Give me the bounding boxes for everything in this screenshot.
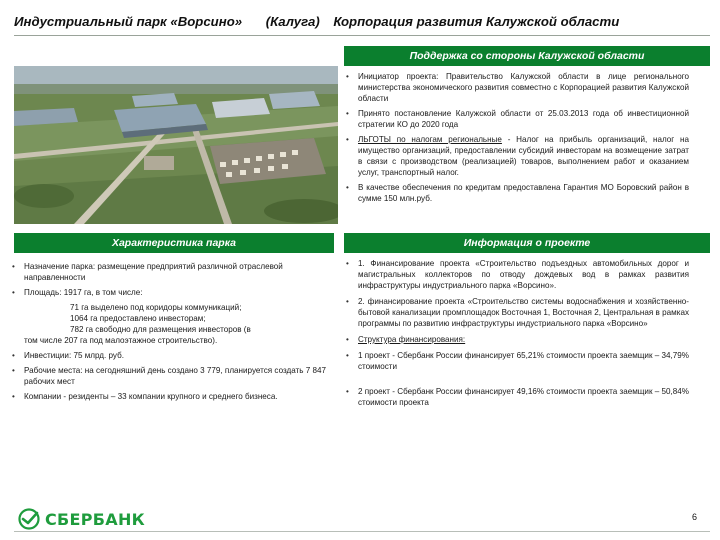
- list-item: • Структура финансирования:: [344, 334, 689, 345]
- title-park: Индустриальный парк «Ворсино»: [14, 14, 243, 29]
- sberbank-logo: [18, 507, 145, 531]
- list-item: • 2 проект - Сбербанк России финансирует 49,16% стоимости проекта заемщик – 50,84% стоимости проекта: [344, 386, 689, 408]
- park-purpose: • Назначение парка: размещение предприятий различной отраслевой направленности: [10, 261, 328, 283]
- tax-benefits-label: ЛЬГОТЫ по налогам региональные: [358, 135, 502, 144]
- list-item: 71 га выделено под коридоры коммуникаций;: [70, 303, 242, 312]
- footer-divider: [14, 531, 710, 532]
- area-breakdown-tail: том числе 207 га под малоэтажное строительство).: [24, 336, 218, 345]
- list-item: 1064 га предоставлено инвесторам;: [70, 314, 206, 323]
- park-heading: Характеристика парка: [14, 233, 334, 253]
- title-corporation: Корпорация развития Калужской области: [333, 14, 620, 29]
- list-item: • ЛЬГОТЫ по налогам региональные - Налог на прибыль организаций, налог на имущество организаций, предоставлении субсидий инвесторам на возмещение затрат в связи с производством (реализацией) товаров, выполнением работ и оказанием услуг, транспортный налог.: [344, 134, 689, 178]
- list-item: • Принято постановление Калужской области от 25.03.2013 года об инвестиционной стратегии КО до 2020 года: [344, 108, 689, 130]
- list-item: • 1 проект - Сбербанк России финансирует 65,21% стоимости проекта заемщик – 34,79% стоимости: [344, 350, 689, 372]
- project-list: [344, 258, 689, 413]
- logo-text: СБЕРБАНК: [45, 509, 146, 529]
- list-item: • 2. финансирование проекта «Строительство системы водоснабжения и хозяйственно-бытовой канализации промплощадок Восточная 1, Восточная 2, Центральная в рамках программы по развитию инфраструктуры индустриального парка «Ворсино»: [344, 296, 689, 329]
- tax-benefits-text: Налог на прибыль организаций, налог на имущество организаций, предоставлении субсидий инвесторам на возмещение затрат в связи с производством (реализацией) товаров, выполнением работ и оказанием услуг, транспортный налог.: [358, 135, 689, 177]
- page-title: [14, 14, 714, 29]
- park-investments: • Инвестиции: 75 млрд. руб.: [10, 350, 328, 361]
- title-divider: [14, 35, 710, 36]
- list-item: • Инициатор проекта: Правительство Калужской области в лице регионального министерства экономического развития совместно с Корпорацией развития Калужской области: [344, 71, 689, 104]
- page-number: 6: [692, 512, 698, 522]
- list-item: 782 га свободно для размещения инвесторов (в: [70, 325, 251, 334]
- sberbank-logo-icon: [18, 508, 40, 530]
- industrial-park-photo: [14, 66, 338, 224]
- project-heading: Информация о проекте: [344, 233, 710, 253]
- title-city: (Калуга): [265, 14, 320, 29]
- support-heading: Поддержка со стороны Калужской области: [344, 46, 710, 66]
- park-area: • Площадь: 1917 га, в том числе:: [10, 287, 328, 298]
- list-item: • 1. Финансирование проекта «Строительство подъездных автомобильных дорог и магистральных коллекторов по отводу дождевых вод в рамках развития инфраструктуры индустриального парка «Ворсино».: [344, 258, 689, 291]
- park-characteristics: [10, 261, 328, 406]
- park-residents: • Компании - резиденты – 33 компании крупного и среднего бизнеса.: [10, 391, 328, 402]
- support-list: [344, 71, 689, 208]
- list-item: • В качестве обеспечения по кредитам предоставлена Гарантия МО Боровский район в сумме 150 млн.руб.: [344, 182, 689, 204]
- park-jobs: • Рабочие места: на сегодняшний день создано 3 779, планируется создать 7 847 рабочих мест: [10, 365, 328, 387]
- area-breakdown: [10, 302, 328, 335]
